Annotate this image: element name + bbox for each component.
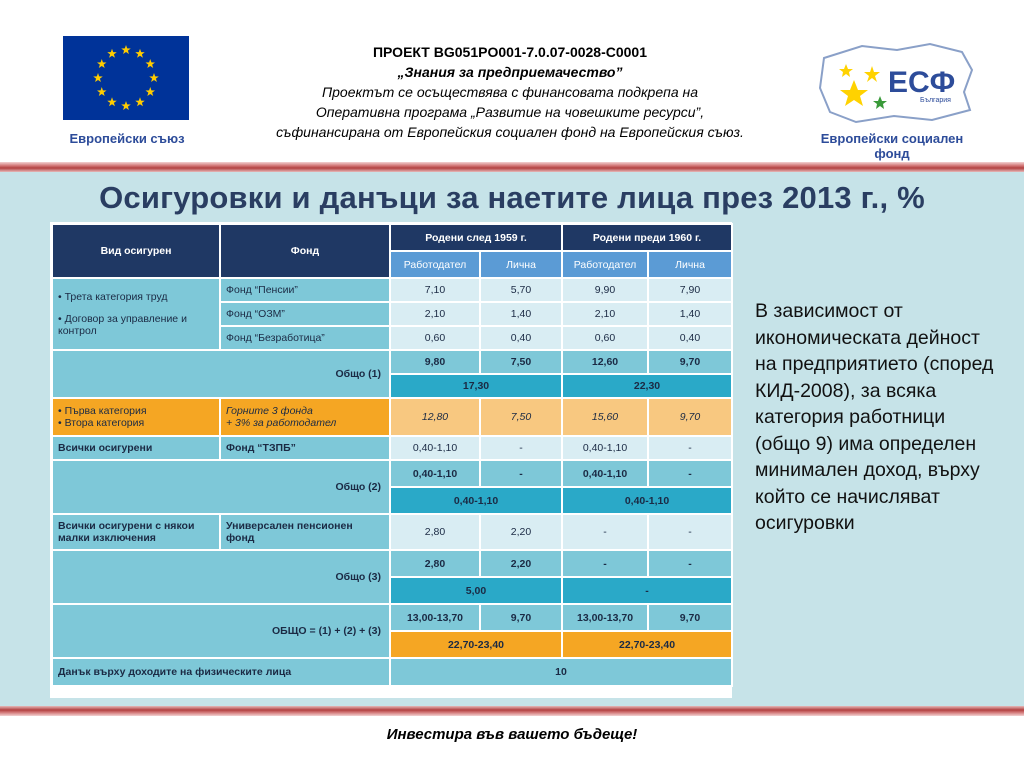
esf-logo <box>802 36 982 161</box>
col-header-fund: Фонд <box>220 224 390 278</box>
income-tax-label: Данък върху доходите на физическите лица <box>52 658 390 686</box>
row-label-line: • Втора категория <box>58 417 145 429</box>
fund-name: Фонд “ОЗМ” <box>220 302 390 326</box>
subtotal-cell: 9,70 <box>648 350 732 374</box>
subtotal-cell: - <box>562 550 648 577</box>
grand-total-combined: 22,70-23,40 <box>390 631 562 658</box>
subtotal-cell: 12,60 <box>562 350 648 374</box>
col-header-born-after-1959: Родени след 1959 г. <box>390 224 562 251</box>
esf-logo-small-text: България <box>920 97 951 104</box>
income-tax-value: 10 <box>390 658 732 686</box>
table-cell: 0,40 <box>480 326 562 350</box>
grand-total-cell: 13,00-13,70 <box>390 604 480 631</box>
table-cell: 9,90 <box>562 278 648 302</box>
col-header-employer: Работодател <box>390 251 480 278</box>
side-note: В зависимост от икономическата дейност на предприятието (според КИД-2008), за всяка категория работници (общо 9) има определен минимален доход, върху който се начисляват осигуровки <box>755 300 994 534</box>
fund-name: Фонд “Безработица” <box>220 326 390 350</box>
table-cell: 1,40 <box>648 302 732 326</box>
project-desc-line-1: Проектът се осъществява с финансовата подкрепа на <box>322 84 698 100</box>
fund-line: + 3% за работодател <box>226 417 337 429</box>
total-cell: 22,30 <box>562 374 732 398</box>
project-desc-line-3: съфинансирана от Европейския социален фонд на Европейския съюз. <box>276 124 744 140</box>
fund-name <box>220 398 390 436</box>
col-header-personal: Лична <box>480 251 562 278</box>
grand-total-cell: 13,00-13,70 <box>562 604 648 631</box>
page-header <box>0 0 1024 162</box>
subtotal-cell: 2,20 <box>480 550 562 577</box>
subtotal-cell: 9,80 <box>390 350 480 374</box>
table-cell: 0,60 <box>390 326 480 350</box>
fund-name: Универсален пенсионен фонд <box>220 514 390 550</box>
esf-map-icon <box>802 36 982 131</box>
table-cell: 7,90 <box>648 278 732 302</box>
eu-logo <box>60 36 194 154</box>
subtotal-cell: 7,50 <box>480 350 562 374</box>
subtotal-cell: - <box>648 550 732 577</box>
col-header-personal: Лична <box>648 251 732 278</box>
table-cell: - <box>648 436 732 460</box>
col-header-insured-type: Вид осигурен <box>52 224 220 278</box>
row-label-line: • Трета категория труд <box>58 291 168 303</box>
table-cell: 9,70 <box>648 398 732 436</box>
subtotal-cell: - <box>480 460 562 487</box>
table-cell: - <box>480 436 562 460</box>
table-cell: 2,10 <box>390 302 480 326</box>
table-cell: 5,70 <box>480 278 562 302</box>
contributions-table <box>50 222 732 698</box>
table-cell: 12,80 <box>390 398 480 436</box>
esf-logo-text: ЕСФ <box>888 66 956 99</box>
col-header-employer: Работодател <box>562 251 648 278</box>
grand-total-label: ОБЩО = (1) + (2) + (3) <box>52 604 390 658</box>
footer-slogan: Инвестира във вашето бъдеще! <box>386 726 638 743</box>
subtotal-cell: 0,40-1,10 <box>390 460 480 487</box>
page-footer <box>0 716 1024 768</box>
table-cell: 2,10 <box>562 302 648 326</box>
esf-caption: Европейски социален фонд <box>820 131 964 161</box>
row-label-all-insured: Всички осигурени <box>52 436 220 460</box>
table-cell: 0,40-1,10 <box>562 436 648 460</box>
col-header-born-before-1960: Родени преди 1960 г. <box>562 224 732 251</box>
subtotal-label: Общо (3) <box>52 550 390 604</box>
table-cell: 15,60 <box>562 398 648 436</box>
subtotal-cell: - <box>648 460 732 487</box>
slide-title: Осигуровки и данъци за наетите лица през 2013 г., % <box>99 180 925 215</box>
subtotal-label: Общо (1) <box>52 350 390 398</box>
project-code: ПРОЕКТ BG051PO001-7.0.07-0028-C0001 <box>372 44 648 60</box>
project-desc-line-2: Оперативна програма „Развитие на човешките ресурси”, <box>315 104 705 120</box>
subtotal-cell: 0,40-1,10 <box>562 460 648 487</box>
total-cell: 5,00 <box>390 577 562 604</box>
table-cell: - <box>562 514 648 550</box>
row-label-line: • Договор за управление и контрол <box>58 313 187 337</box>
top-divider <box>0 162 1024 172</box>
project-name: „Знания за предприемачество” <box>397 64 623 80</box>
row-label-all-insured-exceptions: Всички осигурени с някои малки изключения <box>52 514 220 550</box>
total-cell: 0,40-1,10 <box>390 487 562 514</box>
table-cell: 0,40 <box>648 326 732 350</box>
table-cell: 2,80 <box>390 514 480 550</box>
table-cell: 1,40 <box>480 302 562 326</box>
subtotal-cell: 2,80 <box>390 550 480 577</box>
table-cell: 7,50 <box>480 398 562 436</box>
table-cell: 2,20 <box>480 514 562 550</box>
total-cell: 0,40-1,10 <box>562 487 732 514</box>
row-label-category-3 <box>52 278 220 350</box>
bottom-divider <box>0 706 1024 716</box>
eu-caption: Европейски съюз <box>69 131 185 146</box>
table-cell: 0,40-1,10 <box>390 436 480 460</box>
row-label-line: • Първа категория <box>58 405 147 417</box>
project-info <box>215 42 805 142</box>
table-cell: 0,60 <box>562 326 648 350</box>
eu-flag-icon <box>63 36 189 120</box>
grand-total-combined: 22,70-23,40 <box>562 631 732 658</box>
table-cell: - <box>648 514 732 550</box>
grand-total-cell: 9,70 <box>480 604 562 631</box>
table-cell: 7,10 <box>390 278 480 302</box>
subtotal-label: Общо (2) <box>52 460 390 514</box>
total-cell: 17,30 <box>390 374 562 398</box>
fund-name: Фонд “Пенсии” <box>220 278 390 302</box>
grand-total-cell: 9,70 <box>648 604 732 631</box>
fund-line: Горните 3 фонда <box>226 405 313 417</box>
slide-body <box>0 172 1024 706</box>
total-cell: - <box>562 577 732 604</box>
fund-name: Фонд “ТЗПБ” <box>220 436 390 460</box>
row-label-category-1-2 <box>52 398 220 436</box>
